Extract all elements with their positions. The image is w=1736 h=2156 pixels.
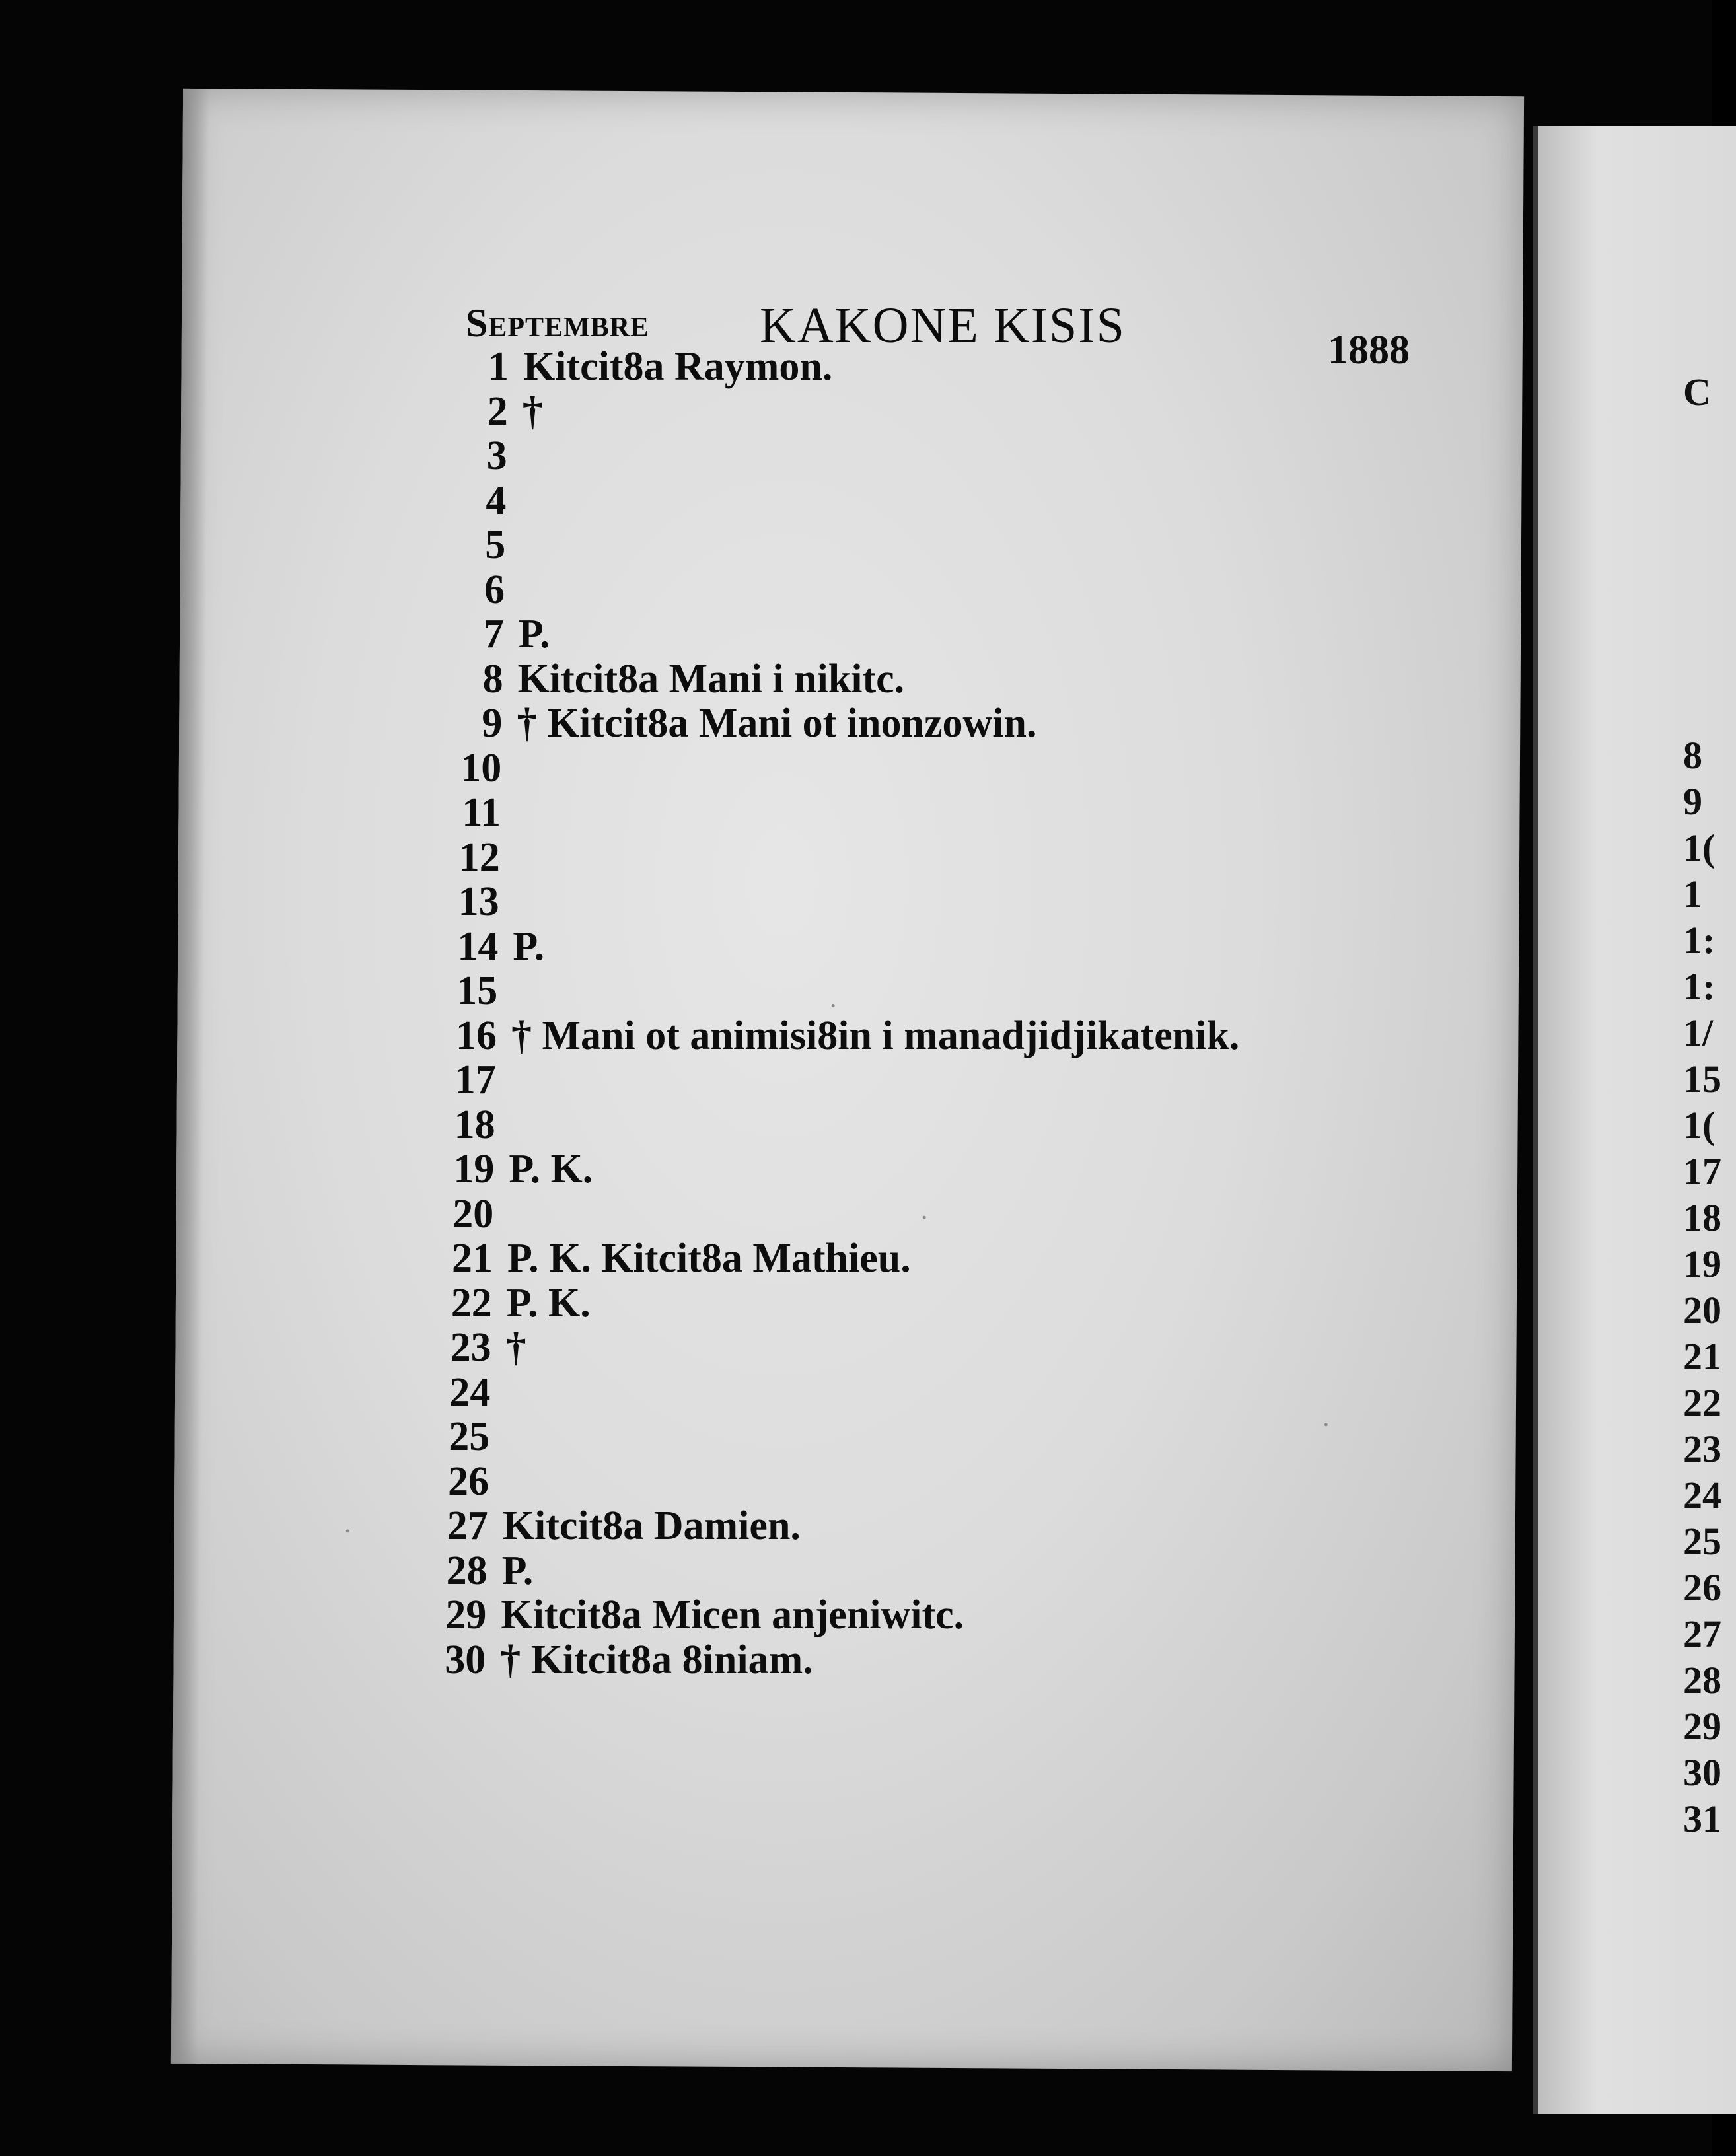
day-entry: † Kitcit8a Mani ot inonzowin. xyxy=(517,701,1037,746)
day-number: 22 xyxy=(451,1280,492,1326)
day-row xyxy=(0,1013,1240,1058)
adjacent-page-fragment: 18 xyxy=(1683,1196,1721,1239)
adjacent-page-fragment: 15 xyxy=(1683,1058,1721,1100)
day-row xyxy=(0,1548,534,1593)
day-row xyxy=(0,656,905,701)
day-entry: † xyxy=(522,388,543,434)
day-number: 23 xyxy=(450,1325,491,1370)
day-row xyxy=(0,968,497,1011)
day-row xyxy=(0,522,505,565)
adjacent-page-fragment: 1: xyxy=(1683,965,1716,1008)
day-row xyxy=(0,700,1037,746)
day-number: 12 xyxy=(458,834,500,880)
adjacent-page-fragment: 8 xyxy=(1683,734,1702,777)
day-entry: Kitcit8a Mani i nikitc. xyxy=(517,656,905,701)
adjacent-page-fragment: 26 xyxy=(1683,1566,1721,1609)
adjacent-page-fragment: 19 xyxy=(1683,1242,1721,1285)
day-number: 9 xyxy=(482,701,503,746)
day-number: 5 xyxy=(485,522,506,567)
day-row xyxy=(0,1458,489,1502)
day-number: 27 xyxy=(447,1503,488,1548)
day-row xyxy=(0,1369,490,1413)
day-row xyxy=(0,1414,489,1457)
calendar-title: KAKONE KISIS xyxy=(760,298,1126,353)
day-number: 14 xyxy=(457,923,499,969)
paper-speck xyxy=(923,1216,926,1219)
adjacent-page-fragment: 23 xyxy=(1683,1427,1721,1470)
day-row xyxy=(0,1637,813,1682)
day-number: 28 xyxy=(446,1548,488,1593)
day-row xyxy=(0,1503,801,1548)
day-row xyxy=(0,879,499,922)
adjacent-page-fragment: C xyxy=(1683,371,1711,413)
day-number: 16 xyxy=(456,1013,497,1058)
day-row xyxy=(0,1592,964,1637)
adjacent-page-fragment: 20 xyxy=(1683,1289,1721,1332)
day-number: 7 xyxy=(483,612,504,657)
day-row xyxy=(0,1235,911,1281)
day-row xyxy=(0,433,507,476)
day-row xyxy=(0,611,550,657)
adjacent-page-fragment: 24 xyxy=(1683,1474,1721,1517)
day-row xyxy=(0,343,833,389)
day-entry: P. xyxy=(513,923,545,969)
adjacent-page-fragment: 1: xyxy=(1683,919,1716,962)
day-row xyxy=(0,745,501,789)
adjacent-page-fragment: 1( xyxy=(1683,1104,1716,1147)
adjacent-page-fragment: 21 xyxy=(1683,1335,1721,1378)
day-number: 21 xyxy=(452,1236,493,1281)
adjacent-page-fragment: 31 xyxy=(1683,1797,1721,1840)
day-number: 2 xyxy=(487,388,508,434)
day-number: 4 xyxy=(486,478,507,523)
day-number: 20 xyxy=(452,1191,494,1237)
day-number: 18 xyxy=(454,1102,495,1147)
day-entry: P. xyxy=(518,612,550,657)
day-entry: P. xyxy=(501,1548,534,1593)
day-entry: † Kitcit8a 8iniam. xyxy=(500,1637,813,1682)
adjacent-page-fragment: 28 xyxy=(1683,1659,1721,1702)
day-number: 15 xyxy=(456,968,498,1013)
day-row xyxy=(0,1102,495,1145)
day-entry: Kitcit8a Micen anjeniwitc. xyxy=(501,1593,964,1637)
year-label: 1888 xyxy=(1328,328,1410,373)
day-number: 11 xyxy=(462,790,501,835)
adjacent-page-fragment: 22 xyxy=(1683,1381,1721,1424)
day-entry: Kitcit8a Damien. xyxy=(502,1503,801,1548)
day-number: 30 xyxy=(445,1637,486,1682)
day-number: 3 xyxy=(486,433,507,478)
day-number: 6 xyxy=(484,567,505,612)
day-entry: † xyxy=(505,1325,526,1370)
adjacent-page-fragment: 17 xyxy=(1683,1150,1721,1193)
day-number: 25 xyxy=(449,1414,490,1459)
day-number: 29 xyxy=(445,1593,487,1637)
day-number: 8 xyxy=(482,656,503,701)
paper-speck xyxy=(832,1004,835,1007)
adjacent-page-fragment: 9 xyxy=(1683,780,1702,823)
month-heading: Septembre xyxy=(466,301,650,345)
adjacent-page-fragment: 27 xyxy=(1683,1612,1721,1655)
day-number: 19 xyxy=(453,1147,495,1192)
adjacent-page-fragment: 30 xyxy=(1683,1751,1721,1794)
day-row xyxy=(0,923,545,969)
day-row xyxy=(0,388,543,434)
day-entry: P. K. Kitcit8a Mathieu. xyxy=(507,1236,911,1281)
day-row xyxy=(0,1146,593,1192)
day-number: 1 xyxy=(488,344,509,389)
day-row xyxy=(0,567,505,610)
day-row xyxy=(0,1057,496,1100)
adjacent-page-fragment: 1( xyxy=(1683,826,1716,869)
day-row xyxy=(0,789,501,833)
day-number: 26 xyxy=(448,1458,489,1504)
day-row xyxy=(0,1191,493,1235)
adjacent-page-fragment: 25 xyxy=(1683,1520,1721,1563)
day-row xyxy=(0,478,506,521)
adjacent-page-fragment: 1/ xyxy=(1683,1011,1714,1054)
day-entry: Kitcit8a Raymon. xyxy=(523,344,833,389)
day-number: 24 xyxy=(449,1369,491,1415)
day-number: 17 xyxy=(454,1058,496,1102)
day-row xyxy=(0,834,500,878)
day-entry: † Mani ot animisi8in i manadjidjikatenik. xyxy=(511,1013,1240,1058)
day-entry: P. K. xyxy=(509,1147,593,1192)
day-number: 10 xyxy=(460,745,502,791)
adjacent-page-fragment: 29 xyxy=(1683,1705,1721,1748)
day-entry: P. K. xyxy=(506,1280,591,1326)
day-row xyxy=(0,1324,526,1370)
day-row xyxy=(0,1280,591,1326)
day-number: 13 xyxy=(458,879,499,924)
adjacent-page-fragment: 1 xyxy=(1683,873,1702,916)
paper-speck xyxy=(1324,1423,1328,1426)
